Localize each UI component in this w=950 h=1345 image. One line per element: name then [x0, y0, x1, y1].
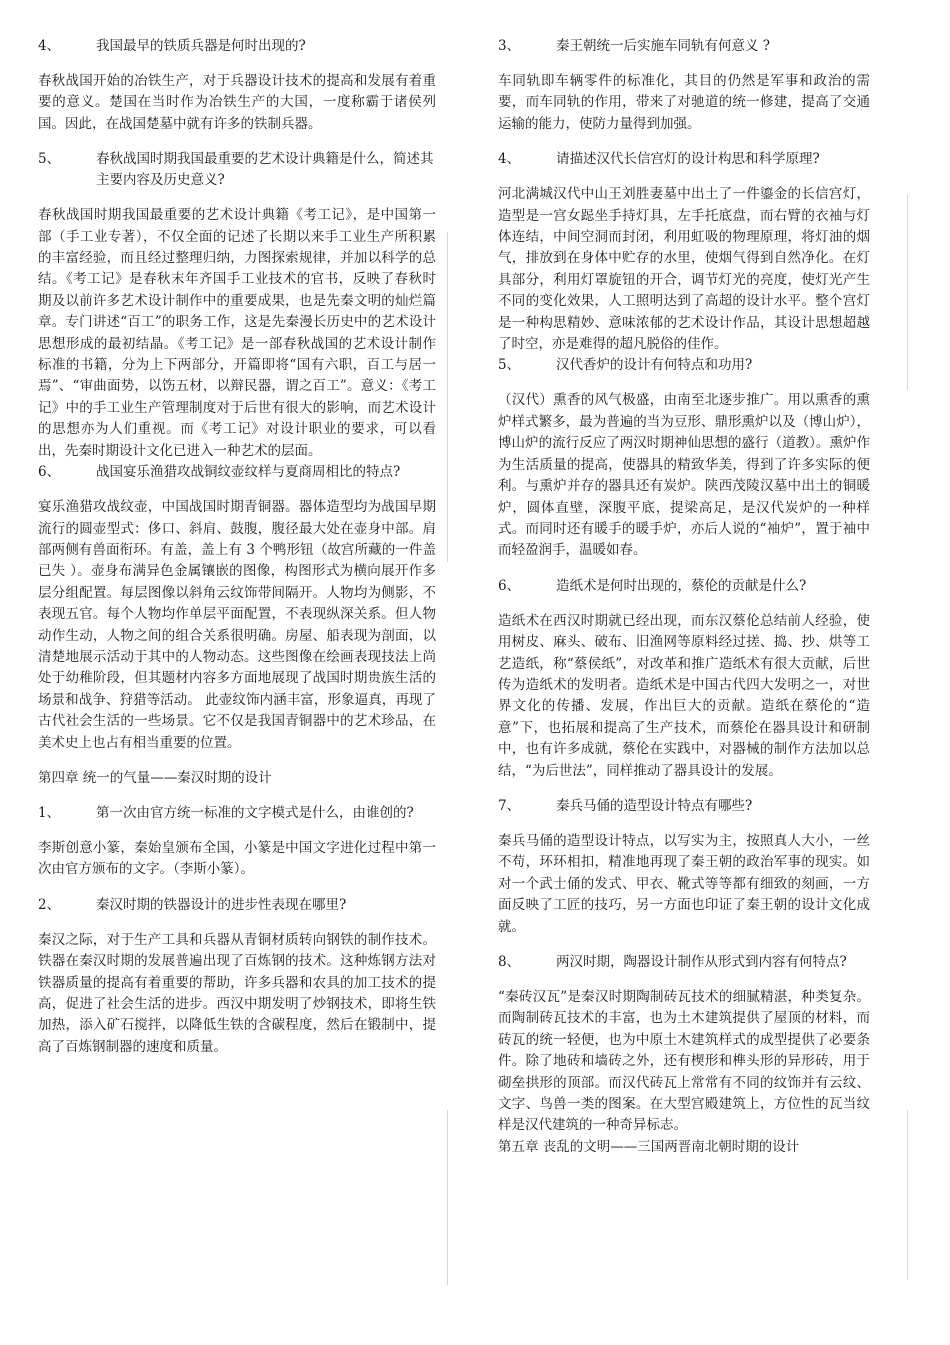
chapter-4-question-1: [38, 803, 436, 824]
left-column: [38, 36, 436, 1058]
answer-4: 春秋战国开始的冶铁生产，对于兵器设计技术的提高和发展有着重要的意义。楚国在当时作为冶铁生产的大国，一度称霸于诸侯列国。因此，在战国楚墓中就有许多的铁制兵器。: [38, 73, 436, 132]
question-text: 秦兵马俑的造型设计特点有哪些?: [556, 797, 753, 814]
chapter-4-question-2: [38, 895, 436, 916]
question-text: 两汉时期，陶器设计制作从形式到内容有何特点?: [556, 954, 847, 970]
column-divider: [447, 232, 448, 562]
answer-4: 河北满城汉代中山王刘胜妻墓中出土了一件鎏金的长信宫灯，造型是一宫女跽坐手持灯具，左手托底盘，而右臂的衣袖与灯体连结，中间空洞而封闭，利用虹吸的物理原理，将灯油的烟气，排放到在身体中贮存的水里，使烟气得到自然净化。在灯具部分，利用灯罩旋钮的开合，调节灯光的亮度，使灯光产生不同的变化效果，人工照明达到了高超的设计水平。整个宫灯是一种构思精妙、意味浓郁的艺术设计作品，其设计思想超越了时空，亦是难得的超凡脱俗的佳作。: [498, 186, 870, 353]
question-number: 4、: [38, 38, 61, 54]
question-number: 5、: [38, 151, 61, 168]
answer-5: （汉代）熏香的风气极盛，由南至北逐步推广。用以熏香的熏炉样式繁多，最为普遍的当为豆形、鼎形熏炉以及（博山炉），博山炉的流行反应了两汉时期神仙思想的盛行（道教）。熏炉作为生活质量的提高，使器具的精致华美，得到了许多实际的便利。与熏炉并存的器具还有炭炉。陕西茂陵汉墓中出土的铜暖炉，圆体直壁，深腹平底，提梁高足，是汉代炭炉的一种样式。而同时还有暖手的暖手炉，亦后人说的“袖炉”，置于袖中而轻盈润手，温暖如春。: [498, 392, 870, 559]
question-8: [498, 952, 870, 973]
answer-6: 造纸术在西汉时期就已经出现，而东汉蔡伦总结前人经验，使用树皮、麻头、破布、旧渔网等原料经过搓、捣、抄、烘等工艺造纸，称“蔡侯纸”，对改革和推广造纸术有很大贡献，后世传为造纸术的发明者。造纸术是中国古代四大发明之一，对世界文化的传播、发展，作出巨大的贡献。造纸在蔡伦的“造意”下，也拓展和提高了生产技术，而蔡伦在器具设计和研制中，也有许多成就，蔡伦在实践中，对器械的制作方法加以总结，“为后世法”，同样推动了器具设计的发展。: [498, 612, 870, 779]
question-text: 春秋战国时期我国最重要的艺术设计典籍是什么，简述其主要内容及历史意义?: [96, 151, 434, 189]
question-text: 秦王朝统一后实施车同轨有何意义 ?: [556, 38, 771, 54]
question-number: 4、: [498, 151, 521, 168]
answer-8: “秦砖汉瓦”是秦汉时期陶制砖瓦技术的细腻精湛，种类复杂。而陶制砖瓦技术的丰富，也为土木建筑提供了屋顶的材料，而砖瓦的统一轻便，也为中原土木建筑样式的成型提供了必要条件。除了地砖和墙砖之外，还有楔形和榫头形的异形砖，用于砌垒拱形的顶部。而汉代砖瓦上常常有不同的纹饰并有云纹、文字、鸟兽一类的图案。在大型宫殿建筑上，方位性的瓦当纹样是汉代建筑的一种奇异标志。: [498, 989, 870, 1134]
answer-6: 宴乐渔猎攻战纹壶，中国战国时期青铜器。器体造型均为战国早期流行的圆壶型式：侈口、斜肩、鼓腹，腹径最大处在壶身中部。肩部两侧有兽面衔环。有盖，盖上有 3 个鸭形钮（故宫所藏的一件盖已失 ）。壶身布满异色金属镶嵌的图像，构图形式为横向展开作多层分组配置。每层图像以斜角云纹饰带间隔开。人物均为侧影，不表现五官。每个人物均作单层平面配置，不表现纵深关系。但人物动作生动，人物之间的组合关系很明确。房屋、船表现为剖面，以清楚地展示活动于其中的人物动态。这些图像在绘画表现技法上尚处于幼稚阶段，但其题材内容多方面地展现了战国时期贵族生活的场景和战争、狩猎等活动。 此壶纹饰内涵丰富，形象逼真，再现了古代社会生活的一些场景。它不仅是我国青铜器中的艺术珍品，在美术史上也占有相当重要的位置。: [38, 499, 436, 751]
chapter-4-answer-2: 秦汉之际，对于生产工具和兵器从青铜材质转向钢铁的制作技术。铁器在秦汉时期的发展普遍出现了百炼钢的技术。这种炼钢方法对铁器质量的提高有着重要的帮助，许多兵器和农具的加工技术的提高，促进了社会生活的进步。西汉中期发明了炒钢技术，即将生铁加热，添入矿石搅拌，以降低生铁的含碳程度，然后在锻制中，提高了百炼钢制器的速度和质量。: [38, 931, 436, 1055]
question-6: [38, 462, 436, 483]
question-number: 8、: [498, 954, 521, 970]
question-number: 6、: [498, 577, 521, 594]
column-divider: [447, 1110, 448, 1285]
question-text: 第一次由官方统一标准的文字模式是什么，由谁创的?: [96, 804, 414, 821]
question-number: 2、: [38, 896, 61, 913]
question-number: 1、: [38, 804, 61, 821]
question-5: [498, 355, 870, 376]
page-edge-line: [907, 1110, 908, 1280]
question-text: 我国最早的铁质兵器是何时出现的?: [96, 38, 306, 54]
question-4: [38, 36, 436, 57]
question-text: 战国宴乐渔猎攻战铜纹壶纹样与夏商周相比的特点?: [96, 464, 401, 481]
question-number: 7、: [498, 797, 521, 814]
page-edge-line: [907, 195, 908, 390]
question-6: [498, 576, 870, 597]
chapter-4-heading: 第四章 统一的气量——秦汉时期的设计: [38, 769, 272, 786]
question-text: 秦汉时期的铁器设计的进步性表现在哪里?: [96, 896, 347, 913]
question-3: [498, 36, 870, 57]
chapter-4-answer-1: 李斯创意小篆，秦始皇颁布全国，小篆是中国文字进化过程中第一次由官方颁布的文字。（李斯小篆）。: [38, 839, 436, 878]
question-4: [498, 149, 870, 170]
chapter-5-heading: 第五章 丧乱的文明——三国两晋南北朝时期的设计: [498, 1138, 800, 1155]
question-text: 汉代香炉的设计有何特点和功用?: [556, 357, 753, 374]
question-7: [498, 796, 870, 817]
question-text: 请描述汉代长信宫灯的设计构思和科学原理?: [556, 151, 820, 168]
right-column: [498, 36, 870, 1158]
question-5: [38, 149, 436, 191]
question-number: 6、: [38, 464, 61, 481]
answer-5: 春秋战国时期我国最重要的艺术设计典籍《考工记》，是中国第一部（手工业专著），不仅全面的记述了长期以来手工业生产所积累的丰富经验，而且经过整理归纳，力图探索规律，并加以科学的总结。《考工记》是春秋末年齐国手工业技术的官书，反映了春秋时期及以前许多艺术设计制作中的重要成果，也是先秦文明的灿烂篇章。专门讲述“百工”的职务工作，这是先秦漫长历史中的艺术设计思想形成的最初结晶。《考工记》是一部春秋战国的艺术设计制作标准的书籍，分为上下两部分，开篇即将“国有六职，百工与居一焉”、“审曲面势，以饬五材，以辩民器，谓之百工”。意义：《考工记》中的手工业生产管理制度对于后世有很大的影响，而艺术设计的思想亦为人们重视。而《考工记》对设计职业的要求，可以看出，先秦时期设计文化已进入一种艺术的层面。: [38, 207, 436, 459]
question-number: 3、: [498, 38, 521, 54]
question-number: 5、: [498, 357, 521, 374]
answer-7: 秦兵马俑的造型设计特点，以写实为主，按照真人大小，一丝不苟，环环相扣，精准地再现了秦王朝的政治军事的现实。如对一个武士俑的发式、甲衣、靴式等等都有细致的刻画，一方面反映了工匠的技巧，另一方面也印证了秦王朝的设计文化成就。: [498, 832, 870, 935]
answer-3: 车同轨即车辆零件的标准化，其目的仍然是军事和政治的需要，而车同轨的作用，带来了对驰道的统一修建，提高了交通运输的能力，使防力量得到加强。: [498, 73, 870, 132]
question-text: 造纸术是何时出现的，蔡伦的贡献是什么?: [556, 577, 807, 594]
